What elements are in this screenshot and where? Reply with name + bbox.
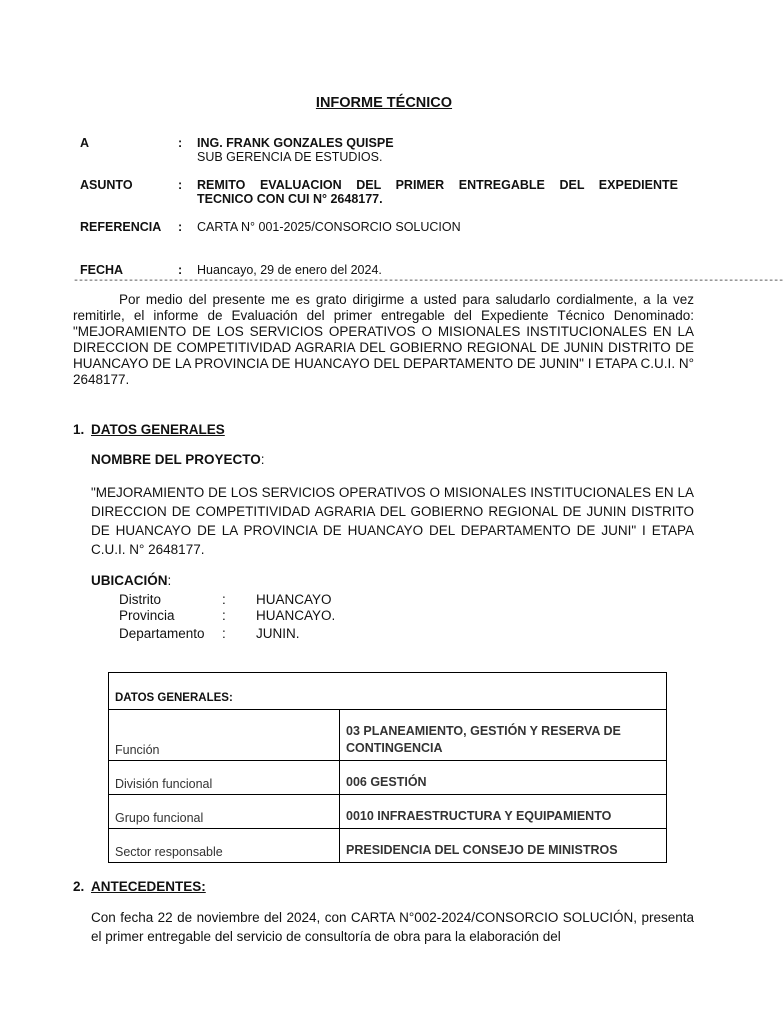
- ubicacion-heading: [91, 573, 171, 588]
- recipient-name: ING. FRANK GONZALES QUISPE: [197, 136, 394, 150]
- location-colon: :: [222, 608, 226, 623]
- table-row: [109, 761, 667, 795]
- header-value-referencia: CARTA N° 001-2025/CONSORCIO SOLUCION: [197, 220, 461, 234]
- location-value: HUANCAYO.: [256, 608, 336, 623]
- table-cell-key: Sector responsable: [109, 829, 340, 863]
- project-name-label: NOMBRE DEL PROYECTO: [91, 452, 261, 467]
- header-colon: :: [178, 263, 183, 277]
- table-row: [109, 710, 667, 761]
- header-label-asunto: ASUNTO: [80, 178, 133, 192]
- header-colon: :: [178, 178, 183, 192]
- table-header-row: [109, 673, 667, 710]
- section-2-number: 2.: [73, 879, 85, 894]
- section-1-title: DATOS GENERALES: [91, 422, 225, 437]
- header-colon: :: [178, 220, 183, 234]
- header-label-a: A: [80, 136, 90, 150]
- table-cell-key: División funcional: [109, 761, 340, 795]
- header-label-referencia: REFERENCIA: [80, 220, 162, 234]
- location-colon: :: [222, 626, 226, 641]
- table-cell-key: Función: [109, 710, 340, 761]
- table-cell-value: 03 PLANEAMIENTO, GESTIÓN Y RESERVA DE CONTINGENCIA: [340, 710, 667, 761]
- ubicacion-label: UBICACIÓN: [91, 573, 168, 588]
- header-value-fecha: Huancayo, 29 de enero del 2024.: [197, 263, 382, 277]
- table-cell-key: Grupo funcional: [109, 795, 340, 829]
- header-label-fecha: FECHA: [80, 263, 124, 277]
- heading-colon: :: [167, 573, 172, 588]
- location-colon: :: [222, 592, 226, 607]
- section-1-number: 1.: [73, 422, 85, 437]
- datos-generales-table: [108, 672, 667, 863]
- asunto-line-1: REMITO EVALUACION DEL PRIMER ENTREGABLE DEL EXPEDIENTE: [197, 178, 678, 192]
- location-key: Departamento: [119, 626, 205, 641]
- project-name-heading: [91, 452, 265, 467]
- antecedentes-text: Con fecha 22 de noviembre del 2024, con CARTA N°002-2024/CONSORCIO SOLUCIÓN, presenta el primer entregable del servicio de consultoría de obra para la elaboración del: [91, 910, 694, 944]
- table-cell-value: 0010 INFRAESTRUCTURA Y EQUIPAMIENTO: [340, 795, 667, 829]
- recipient-office: SUB GERENCIA DE ESTUDIOS.: [197, 150, 383, 164]
- table-row: [109, 829, 667, 863]
- location-key: Provincia: [119, 608, 175, 623]
- heading-colon: :: [260, 452, 265, 467]
- project-name-text: "MEJORAMIENTO DE LOS SERVICIOS OPERATIVOS O MISIONALES INSTITUCIONALES EN LA DIRECCION DE COMPETITIVIDAD AGRARIA DEL GOBIERNO REGIONAL DE JUNIN DISTRITO DE HUANCAYO DE LA PROVINCIA DE HUANCAYO DEL DEPARTAMENTO DE JUNI" I ETAPA C.U.I. N° 2648177.: [91, 485, 694, 557]
- table-header: DATOS GENERALES:: [109, 673, 667, 710]
- header-value-a: [197, 136, 678, 164]
- header-value-asunto: [197, 178, 678, 206]
- intro-paragraph: [73, 292, 694, 388]
- location-value: JUNIN.: [256, 626, 300, 641]
- section-2-title: ANTECEDENTES:: [91, 879, 206, 894]
- document-title: INFORME TÉCNICO: [315, 95, 453, 111]
- location-key: Distrito: [119, 592, 162, 607]
- header-colon: :: [178, 136, 183, 150]
- table-cell-value: 006 GESTIÓN: [340, 761, 667, 795]
- table-cell-value: PRESIDENCIA DEL CONSEJO DE MINISTROS: [340, 829, 667, 863]
- separator-line: ----------------------------------------------------------------------------------------------------------------------------------------------: [73, 276, 783, 287]
- intro-text: Por medio del presente me es grato dirigirme a usted para saludarlo cordialmente, a la vez remitirle, el informe de Evaluación del primer entregable del Expediente Técnico Denominado: "MEJORAMIENTO DE LOS SERVICIOS OPERATIVOS O MISIONALES INSTITUCIONALES EN LA DIRECCION DE COMPETITIVIDAD AGRARIA DEL GOBIERNO REGIONAL DE JUNIN DISTRITO DE HUANCAYO DE LA PROVINCIA DE HUANCAYO DEL DEPARTAMENTO DE JUNIN" I ETAPA C.U.I. N° 2648177.: [73, 292, 694, 387]
- asunto-line-2: TECNICO CON CUI N° 2648177.: [197, 192, 383, 206]
- location-value: HUANCAYO: [256, 592, 332, 607]
- table-row: [109, 795, 667, 829]
